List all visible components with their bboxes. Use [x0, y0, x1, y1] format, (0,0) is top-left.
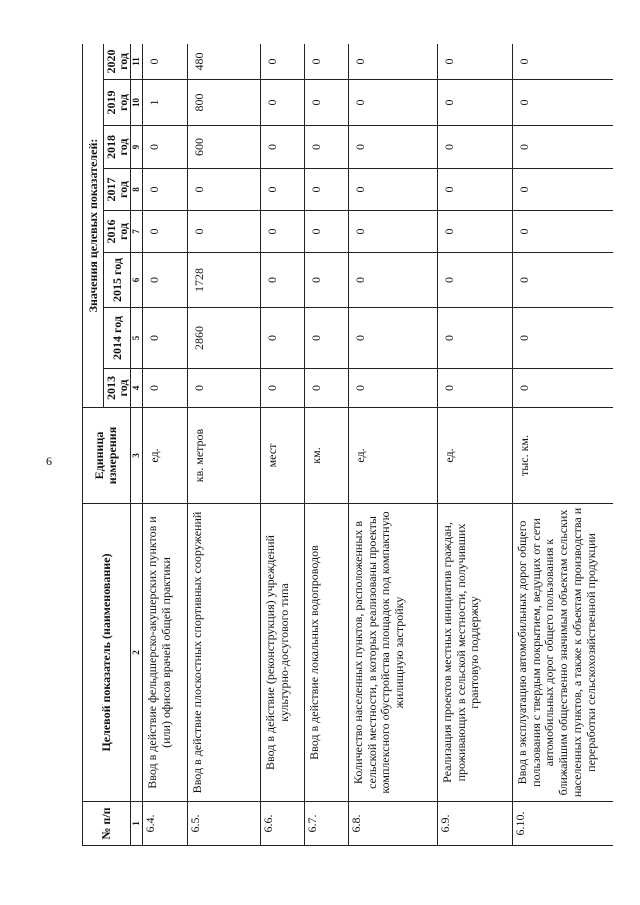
col-number: 11 — [130, 44, 142, 80]
col-number: 10 — [130, 80, 142, 126]
row-indicator: Ввод в действие фельдшерско-акушерских пунктов и (или) офисов врачей общей практики — [142, 504, 187, 802]
row-indicator: Ввод в действие (реконструкция) учреждений культурно-досугового типа — [260, 504, 304, 802]
row-value: 600 — [187, 126, 260, 169]
table-row — [304, 44, 348, 846]
row-indicator: Ввод в эксплуатацию автомобильных дорог общего пользования с твердым покрытием, ведущих от сети автомобильных дорог общего пользования к ближайшим общественно значимым объектам сельских населенных пунктов, а также к объектам производства и переработки сельскохозяйственной продукции — [512, 504, 613, 802]
row-value: 0 — [437, 308, 512, 369]
row-value: 0 — [512, 253, 613, 308]
row-num: 6.10. — [512, 802, 613, 846]
page-number: 6 — [46, 454, 52, 468]
row-value: 0 — [142, 169, 187, 211]
row-value: 1 — [142, 80, 187, 126]
row-value: 0 — [437, 80, 512, 126]
row-value: 1728 — [187, 253, 260, 308]
row-value: 0 — [260, 253, 304, 308]
row-value: 0 — [304, 211, 348, 253]
row-value: 0 — [142, 369, 187, 408]
year-2015: 2015 год — [103, 253, 130, 308]
table-row — [187, 44, 260, 846]
table-row — [260, 44, 304, 846]
year-2013: 2013 год — [103, 369, 130, 408]
row-value: 0 — [348, 369, 437, 408]
row-value: 0 — [512, 44, 613, 80]
row-value: 0 — [512, 169, 613, 211]
row-value: 480 — [187, 44, 260, 80]
row-unit: ед. — [348, 408, 437, 504]
row-value: 0 — [512, 126, 613, 169]
row-num: 6.4. — [142, 802, 187, 846]
row-value: 0 — [348, 169, 437, 211]
row-value: 0 — [187, 169, 260, 211]
table-rotation-wrapper — [82, 44, 613, 846]
col-number: 8 — [130, 169, 142, 211]
row-unit: ед. — [437, 408, 512, 504]
row-unit: мест — [260, 408, 304, 504]
row-value: 0 — [348, 44, 437, 80]
target-indicators-table — [82, 44, 613, 846]
row-value: 0 — [512, 80, 613, 126]
header-num: № п/п — [83, 802, 131, 846]
row-value: 0 — [304, 369, 348, 408]
col-number: 3 — [130, 408, 142, 504]
row-value: 0 — [437, 126, 512, 169]
header-indicator: Целевой показатель (наименование) — [83, 504, 131, 802]
col-number: 1 — [130, 802, 142, 846]
row-value: 0 — [512, 369, 613, 408]
row-unit: тыс. км. — [512, 408, 613, 504]
row-value: 0 — [512, 308, 613, 369]
row-value: 0 — [187, 211, 260, 253]
row-value: 0 — [304, 308, 348, 369]
row-value: 0 — [142, 126, 187, 169]
row-value: 0 — [187, 369, 260, 408]
row-value: 0 — [142, 211, 187, 253]
col-number: 7 — [130, 211, 142, 253]
row-num: 6.7. — [304, 802, 348, 846]
row-value: 0 — [260, 169, 304, 211]
row-indicator: Ввод в действие плоскостных спортивных сооружений — [187, 504, 260, 802]
rotated-table-sheet — [82, 44, 613, 846]
row-value: 0 — [304, 80, 348, 126]
row-value: 0 — [348, 308, 437, 369]
row-value: 0 — [304, 126, 348, 169]
row-value: 0 — [348, 126, 437, 169]
year-2017: 2017 год — [103, 169, 130, 211]
row-value: 0 — [437, 44, 512, 80]
col-number: 2 — [130, 504, 142, 802]
row-value: 0 — [437, 211, 512, 253]
row-value: 0 — [260, 369, 304, 408]
row-unit: км. — [304, 408, 348, 504]
col-number: 4 — [130, 369, 142, 408]
year-2016: 2016 год — [103, 211, 130, 253]
row-value: 0 — [260, 80, 304, 126]
row-value: 0 — [260, 44, 304, 80]
row-value: 0 — [304, 253, 348, 308]
table-row — [348, 44, 437, 846]
table-row — [142, 44, 187, 846]
row-value: 2860 — [187, 308, 260, 369]
table-row — [512, 44, 613, 846]
row-num: 6.6. — [260, 802, 304, 846]
table-row — [437, 44, 512, 846]
row-num: 6.8. — [348, 802, 437, 846]
year-2018: 2018 год — [103, 126, 130, 169]
row-indicator: Количество населенных пунктов, расположенных в сельской местности, в которых реализованы проекты комплексного обустройства площадок под компактную жилищную застройку — [348, 504, 437, 802]
row-value: 0 — [304, 169, 348, 211]
row-value: 0 — [348, 253, 437, 308]
row-value: 0 — [437, 253, 512, 308]
row-value: 0 — [260, 308, 304, 369]
row-unit: ед. — [142, 408, 187, 504]
year-2020: 2020 год — [103, 44, 130, 80]
col-number: 6 — [130, 253, 142, 308]
row-value: 0 — [437, 169, 512, 211]
header-row-numbers — [130, 44, 142, 846]
header-row-1 — [83, 44, 104, 846]
row-value: 800 — [187, 80, 260, 126]
col-number: 9 — [130, 126, 142, 169]
row-value: 0 — [260, 126, 304, 169]
row-unit: кв. метров — [187, 408, 260, 504]
header-unit: Единица измерения — [83, 408, 131, 504]
row-value: 0 — [348, 211, 437, 253]
year-2014: 2014 год — [103, 308, 130, 369]
row-indicator: Ввод в действие локальных водопроводов — [304, 504, 348, 802]
row-value: 0 — [142, 308, 187, 369]
col-number: 5 — [130, 308, 142, 369]
row-value: 0 — [437, 369, 512, 408]
row-value: 0 — [142, 253, 187, 308]
year-2019: 2019 год — [103, 80, 130, 126]
row-value: 0 — [304, 44, 348, 80]
row-value: 0 — [142, 44, 187, 80]
row-num: 6.9. — [437, 802, 512, 846]
row-value: 0 — [260, 211, 304, 253]
row-indicator: Реализация проектов местных инициатив граждан, проживающих в сельской местности, получивших грантовую поддержку — [437, 504, 512, 802]
row-value: 0 — [348, 80, 437, 126]
header-values-group: Значения целевых показателей: — [83, 44, 104, 408]
row-num: 6.5. — [187, 802, 260, 846]
row-value: 0 — [512, 211, 613, 253]
